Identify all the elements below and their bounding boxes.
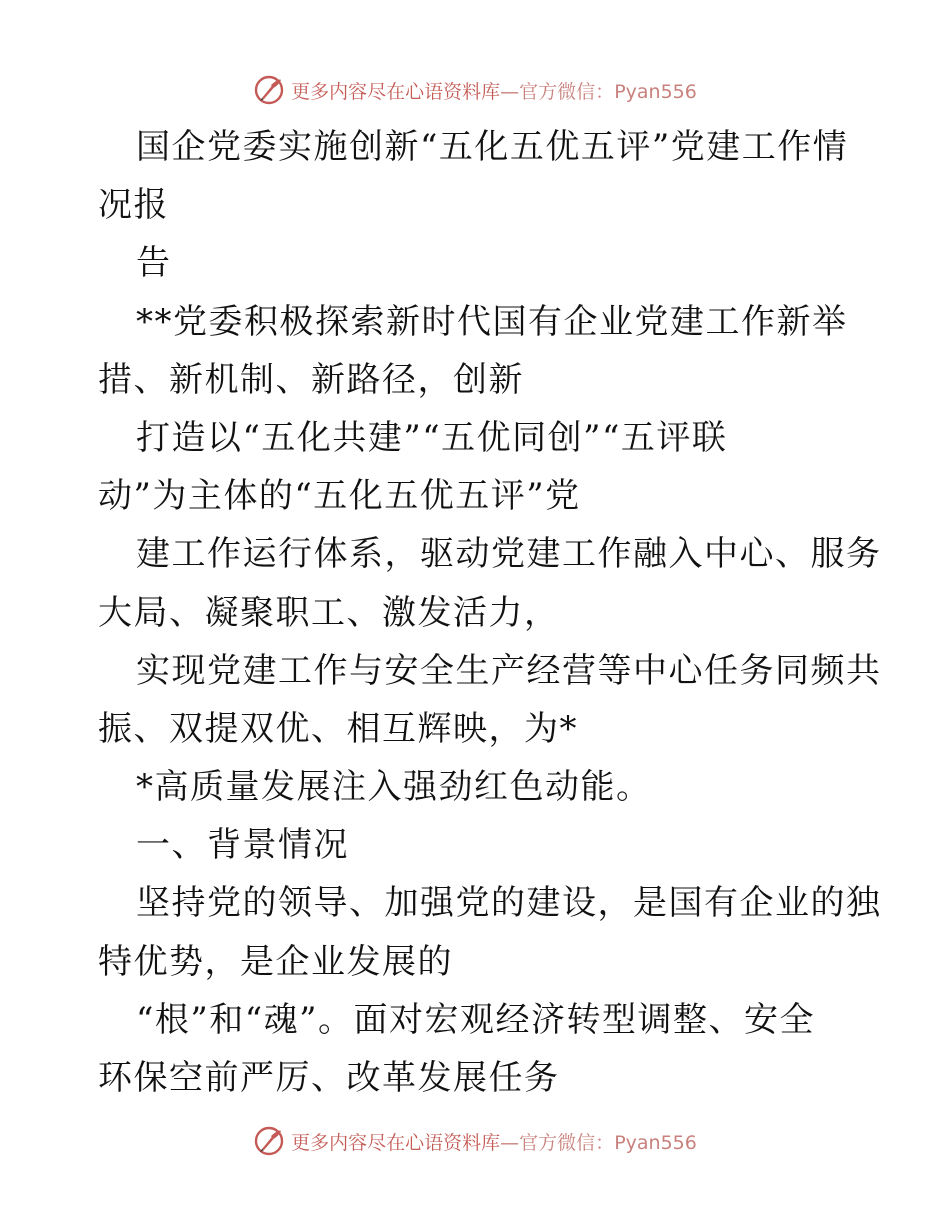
document-line: **党委积极探索新时代国有企业党建工作新举: [136, 301, 848, 342]
watermark-site-text: 更多内容尽在心语资料库: [291, 1131, 501, 1154]
header-watermark: [0, 70, 950, 110]
watermark-dash: —: [500, 1131, 520, 1154]
document-line: 振、双提双优、相互辉映，为*: [98, 708, 578, 749]
quill-pen-logo-icon: [253, 74, 285, 106]
watermark-dash: —: [500, 80, 520, 103]
document-line: 环保空前严厉、改革发展任务: [98, 1058, 560, 1098]
document-line: 建工作运行体系，驱动党建工作融入中心、服务: [136, 534, 882, 575]
document-line: 实现党建工作与安全生产经营等中心任务同频共: [136, 650, 882, 691]
watermark-content: [253, 74, 697, 106]
watermark-wechat-id: Pyan556: [614, 1131, 697, 1154]
document-line: 一、背景情况: [136, 825, 349, 866]
watermark-wechat-label: 官方微信：: [519, 1131, 615, 1154]
document-body: [98, 118, 882, 1107]
document-line: 大局、凝聚职工、激发活力，: [98, 592, 560, 633]
document-line: 况报: [98, 185, 169, 226]
document-line: “根”和“魂”。面对宏观经济转型调整、安全: [136, 999, 816, 1040]
document-line: 特优势，是企业发展的: [98, 941, 453, 982]
document-line: 国企党委实施创新“五化五优五评”党建工作情: [136, 127, 849, 167]
document-line: 告: [136, 243, 172, 284]
watermark-wechat-label: 官方微信：: [519, 80, 615, 103]
watermark-wechat-id: Pyan556: [614, 80, 697, 103]
document-line: 措、新机制、新路径，创新: [98, 359, 524, 400]
watermark-content: [253, 1125, 697, 1157]
watermark-site-text: 更多内容尽在心语资料库: [291, 80, 501, 103]
quill-pen-logo-icon: [253, 1125, 285, 1157]
footer-watermark: [0, 1121, 950, 1161]
watermark-text: [291, 77, 697, 104]
document-line: 坚持党的领导、加强党的建设，是国有企业的独: [136, 883, 882, 924]
document-line: 动”为主体的“五化五优五评”党: [98, 476, 581, 517]
document-line: 打造以“五化共建”“五优同创”“五评联: [136, 417, 728, 458]
watermark-text: [291, 1128, 697, 1155]
document-line: *高质量发展注入强劲红色动能。: [136, 767, 652, 808]
